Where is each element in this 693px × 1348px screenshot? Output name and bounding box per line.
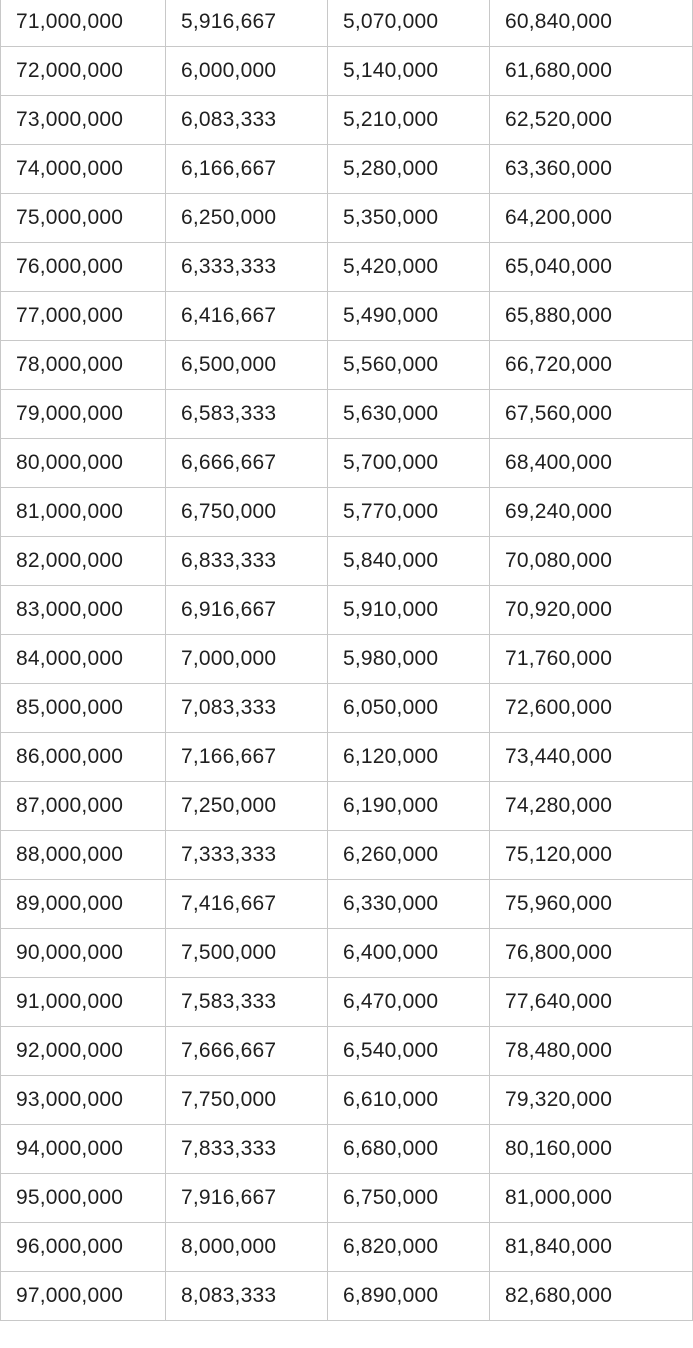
table-cell: 79,000,000 [1,390,166,439]
table-cell: 76,000,000 [1,243,166,292]
table-row [1,1272,693,1321]
table-cell: 7,916,667 [166,1174,328,1223]
table-cell: 74,280,000 [490,782,693,831]
table-cell: 80,160,000 [490,1125,693,1174]
table-cell: 6,750,000 [328,1174,490,1223]
table-cell: 5,140,000 [328,47,490,96]
table-cell: 87,000,000 [1,782,166,831]
table-cell: 6,833,333 [166,537,328,586]
table-cell: 7,083,333 [166,684,328,733]
table-cell: 7,416,667 [166,880,328,929]
table-cell: 83,000,000 [1,586,166,635]
table-row [1,978,693,1027]
table-cell: 60,840,000 [490,0,693,47]
table-cell: 71,000,000 [1,0,166,47]
table-cell: 6,400,000 [328,929,490,978]
table-row [1,586,693,635]
table-cell: 77,640,000 [490,978,693,1027]
table-cell: 5,980,000 [328,635,490,684]
table-cell: 6,120,000 [328,733,490,782]
table-row [1,880,693,929]
table-row [1,194,693,243]
table-cell: 84,000,000 [1,635,166,684]
table-cell: 75,960,000 [490,880,693,929]
table-cell: 92,000,000 [1,1027,166,1076]
table-cell: 73,000,000 [1,96,166,145]
table-cell: 7,000,000 [166,635,328,684]
table-row [1,488,693,537]
table-cell: 65,040,000 [490,243,693,292]
table-cell: 81,840,000 [490,1223,693,1272]
table-cell: 5,070,000 [328,0,490,47]
table-cell: 5,916,667 [166,0,328,47]
table-cell: 96,000,000 [1,1223,166,1272]
table-cell: 67,560,000 [490,390,693,439]
table-row [1,0,693,47]
table-cell: 5,840,000 [328,537,490,586]
table-row [1,733,693,782]
table-cell: 69,240,000 [490,488,693,537]
table-row [1,292,693,341]
table-cell: 74,000,000 [1,145,166,194]
table-row [1,1076,693,1125]
table-cell: 85,000,000 [1,684,166,733]
table-cell: 7,250,000 [166,782,328,831]
table-row [1,47,693,96]
table-cell: 61,680,000 [490,47,693,96]
table-cell: 6,470,000 [328,978,490,1027]
table-cell: 81,000,000 [1,488,166,537]
table-row [1,831,693,880]
table-cell: 95,000,000 [1,1174,166,1223]
table-cell: 6,050,000 [328,684,490,733]
table-cell: 6,166,667 [166,145,328,194]
table-row [1,390,693,439]
table-cell: 81,000,000 [490,1174,693,1223]
table-cell: 7,666,667 [166,1027,328,1076]
table-cell: 6,583,333 [166,390,328,439]
table-row [1,635,693,684]
table-cell: 7,166,667 [166,733,328,782]
table-cell: 5,630,000 [328,390,490,439]
table-cell: 6,820,000 [328,1223,490,1272]
table-cell: 7,750,000 [166,1076,328,1125]
table-cell: 75,120,000 [490,831,693,880]
table-cell: 8,083,333 [166,1272,328,1321]
table-cell: 6,916,667 [166,586,328,635]
table-cell: 6,416,667 [166,292,328,341]
table-cell: 88,000,000 [1,831,166,880]
table-cell: 5,700,000 [328,439,490,488]
table-cell: 6,190,000 [328,782,490,831]
table-cell: 6,500,000 [166,341,328,390]
table-cell: 6,540,000 [328,1027,490,1076]
table-cell: 79,320,000 [490,1076,693,1125]
table-cell: 5,560,000 [328,341,490,390]
table-cell: 65,880,000 [490,292,693,341]
table-row [1,96,693,145]
table-cell: 76,800,000 [490,929,693,978]
table-cell: 6,000,000 [166,47,328,96]
table-row [1,929,693,978]
table-row [1,1174,693,1223]
table-cell: 75,000,000 [1,194,166,243]
table-cell: 66,720,000 [490,341,693,390]
table-cell: 64,200,000 [490,194,693,243]
table-cell: 7,333,333 [166,831,328,880]
table-row [1,145,693,194]
table-cell: 70,080,000 [490,537,693,586]
table-cell: 63,360,000 [490,145,693,194]
table-cell: 77,000,000 [1,292,166,341]
table-cell: 6,333,333 [166,243,328,292]
table-cell: 72,600,000 [490,684,693,733]
table-body [1,0,693,1321]
table-cell: 6,083,333 [166,96,328,145]
table-cell: 91,000,000 [1,978,166,1027]
table-row [1,341,693,390]
table-row [1,1223,693,1272]
table-cell: 5,210,000 [328,96,490,145]
table-cell: 82,000,000 [1,537,166,586]
table-cell: 97,000,000 [1,1272,166,1321]
table-cell: 7,833,333 [166,1125,328,1174]
table-cell: 82,680,000 [490,1272,693,1321]
table-cell: 6,260,000 [328,831,490,880]
table-cell: 5,770,000 [328,488,490,537]
table-cell: 86,000,000 [1,733,166,782]
table-cell: 5,280,000 [328,145,490,194]
table-cell: 78,480,000 [490,1027,693,1076]
table-cell: 93,000,000 [1,1076,166,1125]
table-cell: 78,000,000 [1,341,166,390]
table-row [1,537,693,586]
table-cell: 80,000,000 [1,439,166,488]
table-cell: 7,500,000 [166,929,328,978]
table-cell: 71,760,000 [490,635,693,684]
table-cell: 8,000,000 [166,1223,328,1272]
table-cell: 6,666,667 [166,439,328,488]
table-cell: 5,350,000 [328,194,490,243]
table-cell: 72,000,000 [1,47,166,96]
table-cell: 90,000,000 [1,929,166,978]
table-row [1,1125,693,1174]
table-cell: 6,330,000 [328,880,490,929]
table-cell: 70,920,000 [490,586,693,635]
table-cell: 68,400,000 [490,439,693,488]
table-cell: 5,490,000 [328,292,490,341]
table-cell: 62,520,000 [490,96,693,145]
table-cell: 6,750,000 [166,488,328,537]
table-row [1,782,693,831]
table-cell: 89,000,000 [1,880,166,929]
table-cell: 73,440,000 [490,733,693,782]
table-cell: 6,250,000 [166,194,328,243]
table-cell: 5,910,000 [328,586,490,635]
table-row [1,1027,693,1076]
table-cell: 5,420,000 [328,243,490,292]
table-row [1,243,693,292]
table-row [1,684,693,733]
table-cell: 6,890,000 [328,1272,490,1321]
table-cell: 6,610,000 [328,1076,490,1125]
table-cell: 7,583,333 [166,978,328,1027]
table-cell: 6,680,000 [328,1125,490,1174]
table-cell: 94,000,000 [1,1125,166,1174]
table-row [1,439,693,488]
